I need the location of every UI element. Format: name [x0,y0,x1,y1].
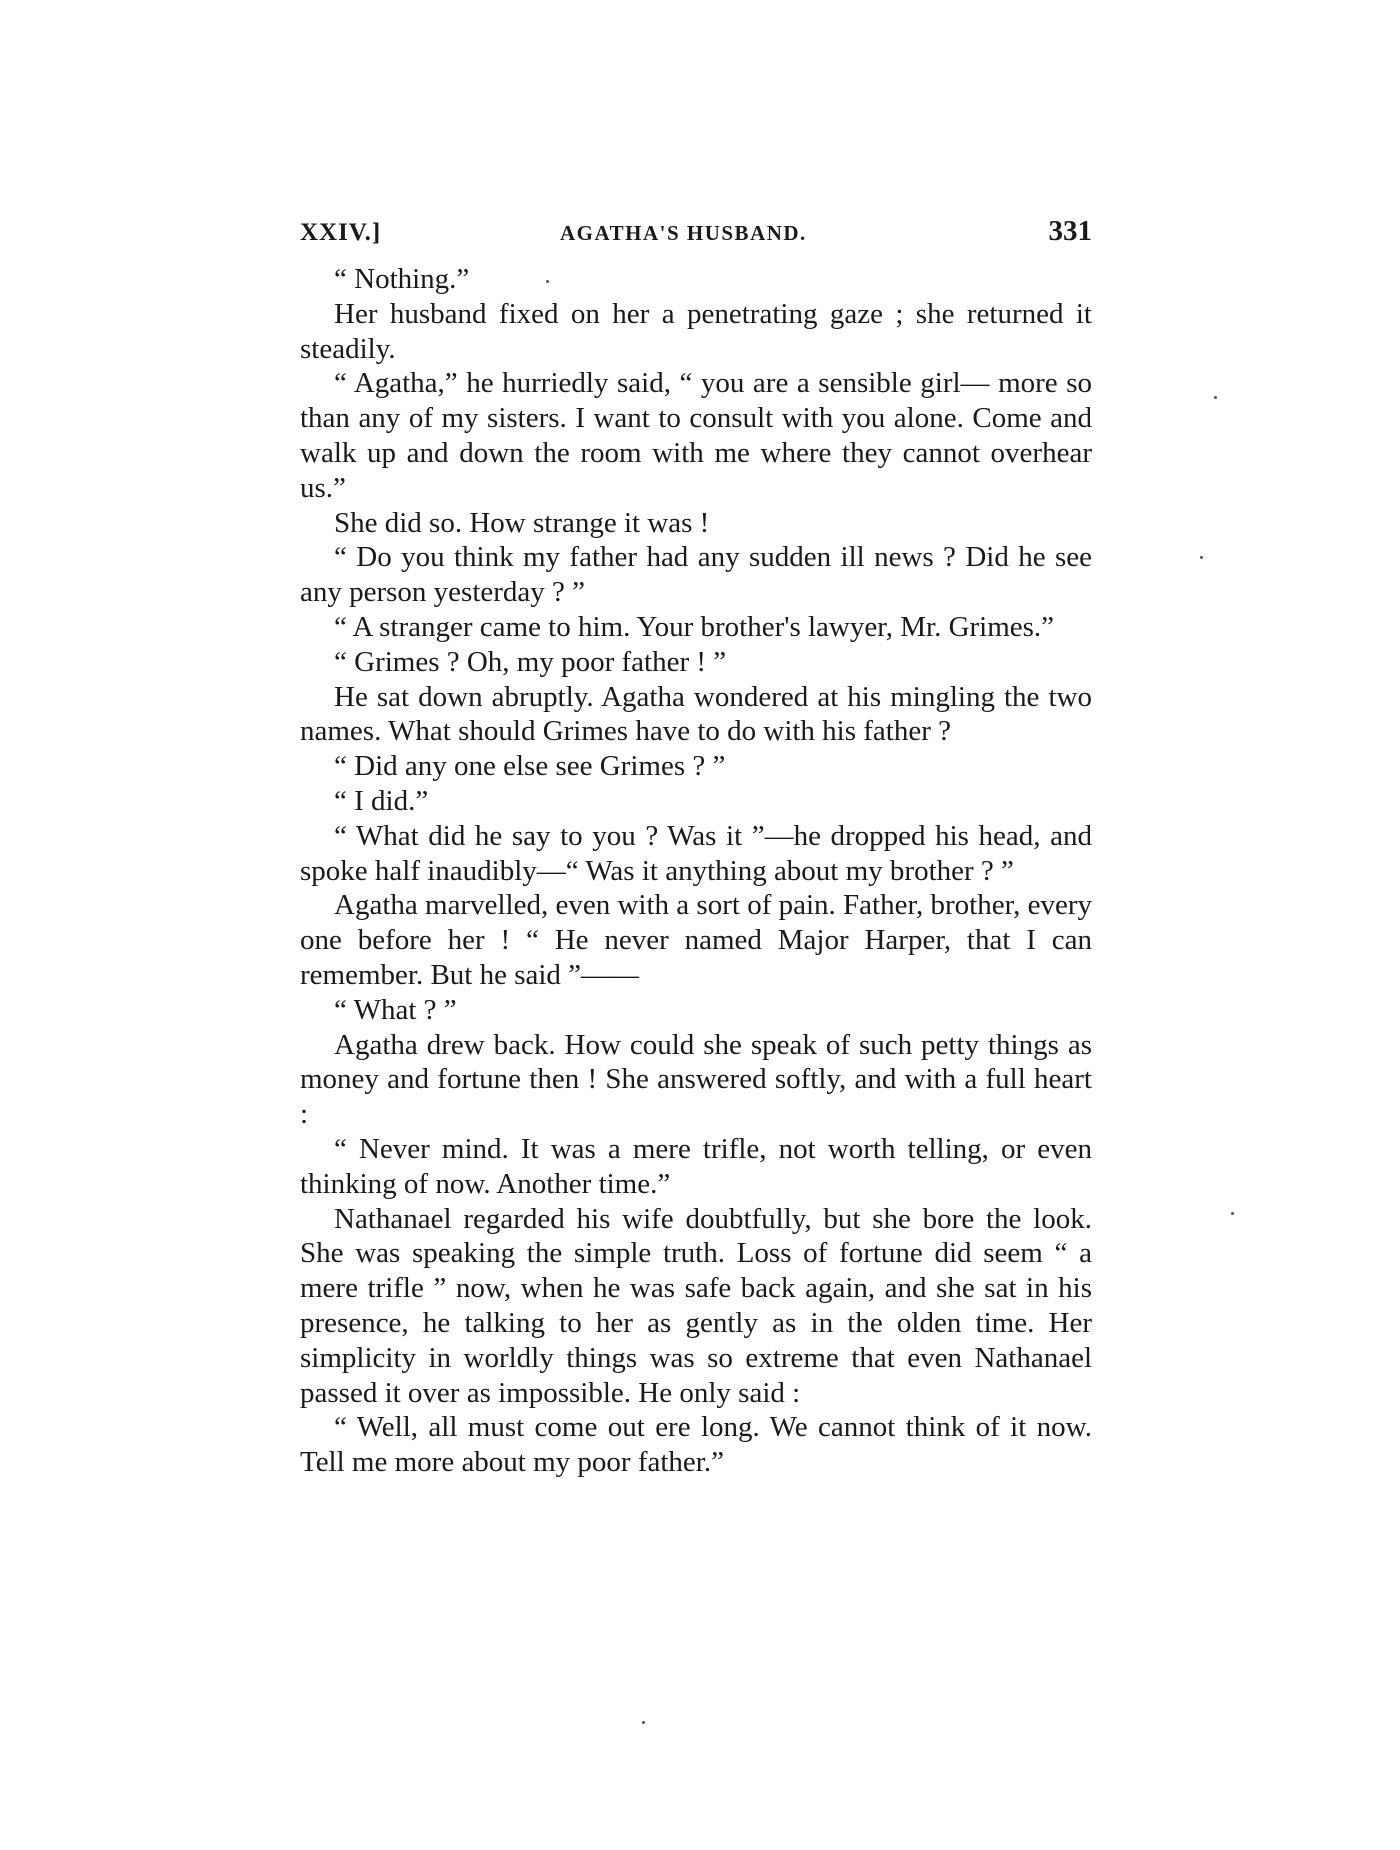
running-header [300,215,1092,255]
scan-speck [1200,556,1203,559]
paragraph: Agatha drew back. How could she speak of such petty things as money and fortune then ! She answered softly, and with a full heart : [300,1028,1092,1131]
running-title: AGATHA'S HUSBAND. [560,221,807,245]
paragraph: “ Never mind. It was a mere trifle, not worth telling, or even thinking of now. Another time.” [300,1132,1092,1200]
paragraph: “ A stranger came to him. Your brother's lawyer, Mr. Grimes.” [334,610,1055,643]
scan-speck [546,280,549,283]
paragraph: “ Nothing.” [334,263,470,295]
body-text [300,262,1092,1480]
paragraph: “ Do you think my father had any sudden ill news ? Did he see any person yesterday ? ” [300,541,1092,609]
paragraph: “ Agatha,” he hurriedly said, “ you are a sensible girl— more so than any of my sisters. I want to consult with you alone. Come and walk up and down the room with me where they cannot overhear us.” [300,367,1092,504]
paragraph: He sat down abruptly. Agatha wondered at his mingling the two names. What should Grimes have to do with his father ? [300,680,1092,748]
paragraph: “ Did any one else see Grimes ? ” [334,750,726,783]
paragraph: “ Well, all must come out ere long. We cannot think of it now. Tell me more about my poor father.” [300,1411,1092,1479]
paragraph: She did so. How strange it was ! [334,506,710,539]
scan-speck [1231,1212,1234,1215]
paragraph: Agatha marvelled, even with a sort of pain. Father, brother, every one before her ! “ He never named Major Harper, that I can remember. But he said ”—— [300,889,1092,991]
paragraph: “ What did he say to you ? Was it ”—he dropped his head, and spoke half inaudibly—“ Was it anything about my brother ? ” [300,819,1092,887]
scan-speck [1214,396,1217,399]
paragraph: “ I did.” [334,784,429,817]
paragraph: “ What ? ” [334,993,457,1026]
chapter-number: XXIV.] [300,219,382,246]
scan-speck [642,1721,645,1724]
paragraph: Nathanael regarded his wife doubtfully, but she bore the look. She was speaking the simple truth. Loss of fortune did seem “ a mere trifle ” now, when he was safe back again, and she sat in his presence, he talking to her as gently as in the olden time. Her simplicity in worldly things was so extreme that even Nathanael passed it over as impossible. He only said : [300,1202,1092,1409]
page-number: 331 [1048,215,1092,247]
paragraph: “ Grimes ? Oh, my poor father ! ” [334,645,727,678]
paragraph: Her husband fixed on her a penetrating gaze ; she returned it steadily. [300,297,1092,365]
